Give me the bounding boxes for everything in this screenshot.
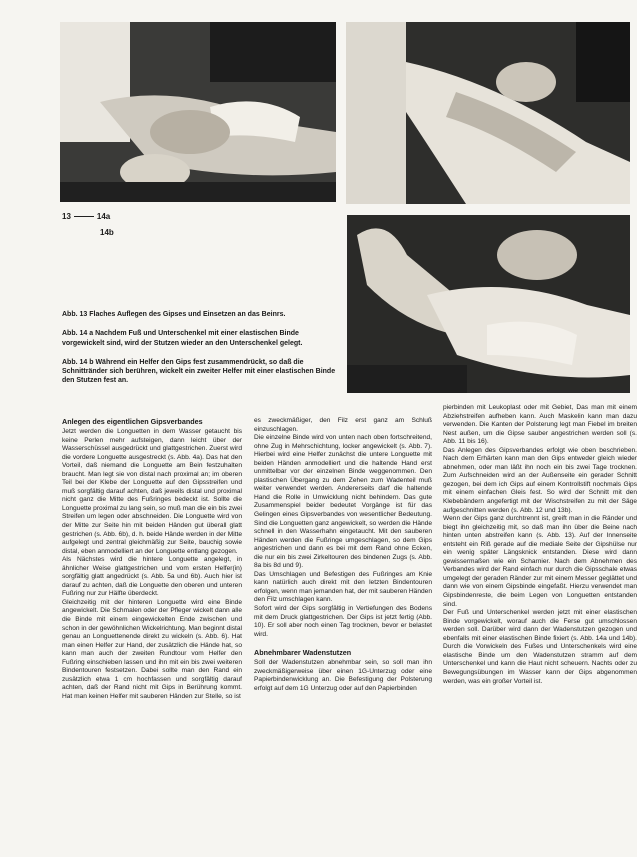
photo-figure-14a bbox=[346, 22, 630, 204]
column2-para2: Die einzelne Binde wird von unten nach oben fortschreitend, ohne Zug in Mehrschichtung, locker angewickelt (s. Abb. 7). Hierbei wird eine Helfer zunächst die untere Longuette mit beiden Händen anmodelliert und die haltende Hand erst unmittelbar vor der einzelnen Binde weggenommen. Den plastischen Übergang zu dem Zehen zum Wadenteil muß weiter verwendet werden. Andererseits darf die haltende Hand die Rolle in Umwicklung nicht behindern. Das gute Zusammenspiel beider bedeutet Vorgänge ist für das Gelingen eines Gipsverbandes von wesentlicher Bedeutung. Sind die Longuetten ganz angewickelt, so werden die Hände schnell in den Wasserhahn eingetaucht. Mit den sauberen Händen werden die Fußringe umgeschlagen, so dem Gips angestrichen und dann es bei mit dem Rand ohne Ecken, die nur ein bis zwei Zirkeltouren des bindenen Zugs (s. Abb. 8a bis 8d und 9). bbox=[254, 434, 432, 570]
marker-14a: 14a bbox=[96, 212, 111, 221]
section-heading-wadenstutzen: Abnehmbarer Wadenstutzen bbox=[254, 648, 352, 658]
figure-captions bbox=[62, 310, 340, 396]
column2-para4: Sofort wird der Gips sorgfältig in Vertiefungen des Bodens mit dem Druck glattgestrichen. Der Gips ist jetzt fertig (Abb. 10). Er soll aber noch einen Tag trocknen, bevor er belastet wird. bbox=[254, 605, 432, 638]
text-column-3 bbox=[443, 404, 637, 686]
column2-para1: es zweckmäßiger, den Filz erst ganz am Schluß einzuschlagen. bbox=[254, 417, 432, 433]
caption-abb14a: Abb. 14 a Nachdem Fuß und Unterschenkel mit einer elastischen Binde vorgewickelt sind, wird der Stutzen wieder an den Unterschenkel gelegt. bbox=[62, 330, 303, 347]
caption-abb14b: Abb. 14 b Während ein Helfer den Gips fest zusammendrückt, so daß die Schnittränder sich berühren, wickelt ein zweiter Helfer mit einer elastischen Binde den Stutzen fest an. bbox=[62, 358, 336, 385]
caption-abb13: Abb. 13 Flaches Auflegen des Gipses und Einsetzen an das Beinrs. bbox=[62, 311, 286, 318]
marker-14b: 14b bbox=[100, 228, 114, 237]
column3-para4: Der Fuß und Unterschenkel werden jetzt mit einer elastischen Binde vorgewickelt, worauf auch die Ferse gut umschlossen werden soll. Darüber wird dann der Wadenstutzen gezogen und ebenfalls mit einer elastischen Binde fixiert (s. Abb. 14a und 14b). Durch die Vorwickeln des Fußes und Unterschenkels wird eine elastische Binde um den Wadenstutzen stramm auf dem Unterschenkel und kann die Haut nicht scheuern. Nachts oder zu Bewegungsübungen im Wasser kann der Gips abgenommen werden, was ein großer Vorteil ist. bbox=[443, 609, 637, 685]
column3-para1: pierbinden mit Leukoplast oder mit Gebiet, Das man mit einem Abziehstreifen aufheben kann. Auch Maskelin kann man dazu verwenden. Die Kanten der Polsterung legt man Fiebel im breiten Nest außen, um die Gipse sauber angestrichen werden soll (s. Abb. 11 bis 16). bbox=[443, 404, 637, 446]
text-column-2 bbox=[254, 417, 432, 693]
column2-para3: Das Umschlagen und Befestigen des Fußringes am Knie kann natürlich auch direkt mit den letzten Bindentouren erfolgen, wenn man jemanden hat, der mit sauberen Händen den Filz umschlagen kann. bbox=[254, 570, 432, 604]
column2-para5: Soll der Wadenstutzen abnehmbar sein, so soll man ihn zweckmäßigerweise über einen 1G-Unterzug oder eine Papierbindenwicklung an. Die Befestigung der Polsterung erfolgt auf dem 1G Unterzug oder auf den Papierbinden bbox=[254, 659, 432, 692]
text-column-1 bbox=[62, 417, 242, 702]
figure-label-markers bbox=[62, 210, 172, 244]
column3-para3: Wenn der Gips ganz durchtrennt ist, greift man in die Ränder und biegt ihn gleichzeitig mit, so daß man ihn über die Beine nach hinten unten abstreifen kann (s. Abb. 13). Auf der Innenseite entsteht ein Riß gerade auf die mediale Seite der Gipshülse nur ein wenig später Längsknick entstanden. Diese wird dann gewissermaßen wie ein Scharnier. Nach dem Abnehmen des Verbandes wird der Rand einfach nur durch die Gipsschale etwas umgelegt der geraden Ränder zur mit einem Messer geglättet und dann wie von einem Gipsbinde eingefaßt. Hierzu verwendet man Gipsbindenreste, die beim Legen von Longuetten entstanden sind. bbox=[443, 515, 637, 608]
photo-figure-13 bbox=[60, 22, 336, 202]
column1-para2: Als Nächstes wird die hintere Longuette angelegt, in ähnlicher Weise glattgestrichen und vom ersten Helfer(in) sorgfältig glatt angedrückt (s. Abb. 5a und 6b). Auch hier ist darauf zu achten, daß die Longuette den oberen und unteren Fußring nur zur Hälfte überdeckt. bbox=[62, 556, 242, 598]
photo-figure-14b bbox=[347, 215, 630, 393]
column3-para2: Das Anlegen des Gipsverbandes erfolgt wie oben beschrieben. Nach dem Erhärten kann man den Gips entweder gleich wieder abnehmen, oder man läßt ihn noch ein bis zwei Tage trocknen. Zum Aufschneiden wird an der Außenseite ein gerader Schnitt gezogen, bei dem ich Gips auf einem Kontrollstift nochmals Gips mit einem einfachen Gleis fest. So wird der Schnitt mit den Klebebändern angefertigt mit der Wischstreifen zu mit der Säge aufgeschnitten werden (s. Abb. 12 und 13b). bbox=[443, 446, 637, 514]
marker-13: 13 bbox=[62, 212, 71, 221]
column1-para1: Jetzt werden die Longuetten in dem Wasser getaucht bis keine Perlen mehr aufsteigen, dann leicht über der Wasserschüssel ausgedrückt und glattgestrichen. Zuerst wird die vordere Longuette ausgestreckt (s. Abb. 4a). Das hat den Vorteil, daß niemand die Longuette am Bein festzuhalten braucht. Man legt sie von distal nach proximal an; im oberen Teil bei der Klebe der Longuette auf den Gipsstreifen und muß sorgfältig darauf achten, daß jeweils distal und proximal nicht ganz die Mitte des Fußringes bedeckt ist. Sollte die Longuette proximal zu lang sein, so muß man die ein bis zwei Streifen um legen oder abschneiden. Die Longuette wird von der Mitte zur Seite hin mit beiden Händen gut überall glatt gestrichen (s. Abb. 6b), d. h. beide Hände werden in der Mitte aufgelegt und zentral gleichmäßig zur Seite, bauchig sowie distal, eben anmodelliert an der Longuette entlang gezogen. bbox=[62, 428, 242, 555]
column1-para3: Gleichzeitig mit der hinteren Longuette wird eine Binde angewickelt. Die Schmalen oder der Pfleger wickelt dann alle die Binde mit einem eingewickelten Ende zwischen und schon in der gewöhnlichen Wickelrichtung. Man beginnt distal genau an Longuettenende direkt zu wickeln (s. Abb. 6). Hat man einen Helfer zur Hand, der zusätzlich die Hände hat, so kann man auch der zweiten Rundtour vom Helfer den Fußring einschieben lassen und ihn mit ein bis zwei weiteren Bindentouren festsetzen. Dabei sollte man den Rand ein zusätzlich etwa 1 cm hochfassen und sorgfältig darauf achten, daß der Rand nicht mit Gips in Berührung kommt. Hat man keinen Helfer mit sauberen Händen zur Stelle, so ist bbox=[62, 598, 242, 700]
section-heading-gipsverband: Anlegen des eigentlichen Gipsverbandes bbox=[62, 417, 203, 426]
